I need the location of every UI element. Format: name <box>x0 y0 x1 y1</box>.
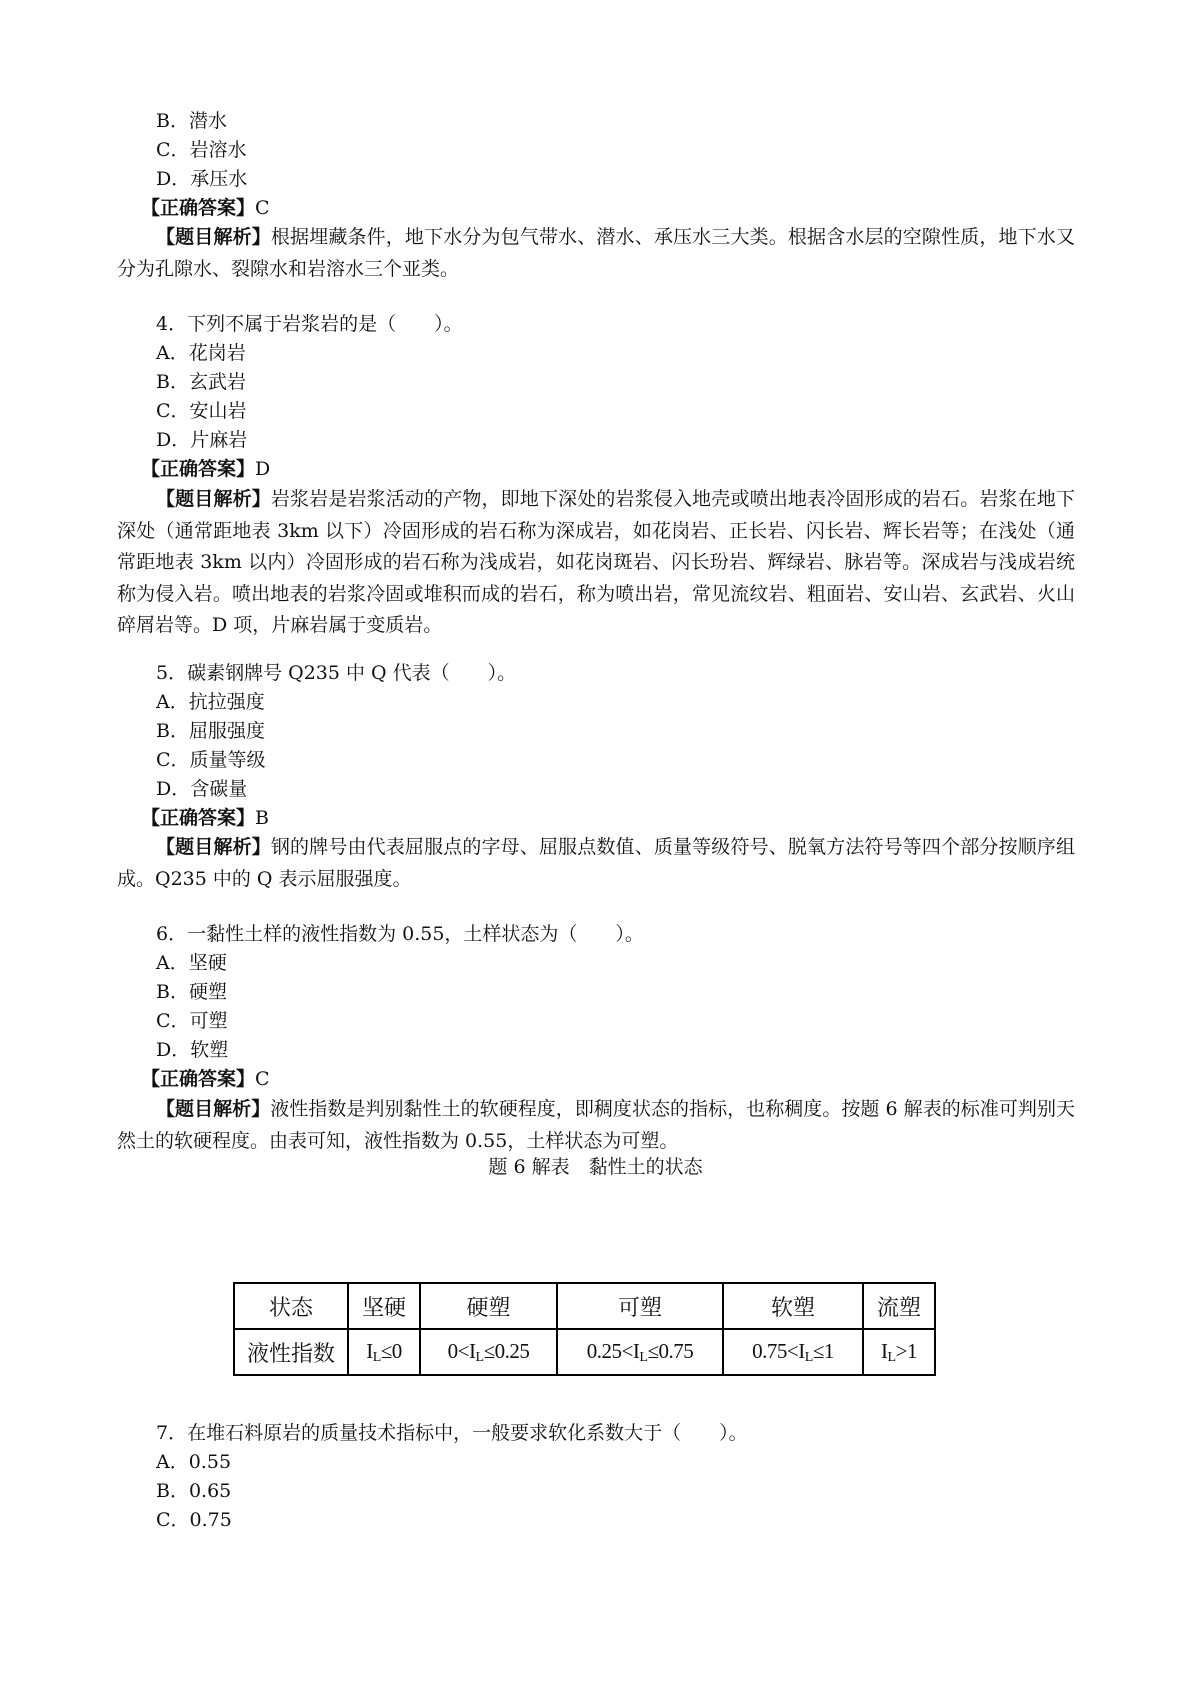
analysis-text: 根据埋藏条件，地下水分为包气带水、潜水、承压水三大类。根据含水层的空隙性质，地下水又分为孔隙水、裂隙水和岩溶水三个亚类。 <box>117 226 1075 280</box>
table-row-liquidity-index <box>234 1329 935 1375</box>
answer-value: D <box>255 458 271 480</box>
table-cell-state: 坚硬 <box>348 1283 420 1329</box>
answer-tag: 【正确答案】 <box>141 1068 256 1090</box>
table-cell-range: $0.25<I_L\le 0.75$ <box>557 1329 723 1375</box>
q6-option-d: D．软塑 <box>156 1039 229 1061</box>
table-cell-range: $0.75<I_L\le 1$ <box>723 1329 863 1375</box>
q4-analysis <box>117 484 1075 642</box>
table-cell-range: $0<I_L\le 0.25$ <box>420 1329 557 1375</box>
answer-tag: 【正确答案】 <box>141 807 256 829</box>
q4-answer <box>141 454 270 485</box>
q6-option-a: A．坚硬 <box>156 952 227 974</box>
q4-option-d: D．片麻岩 <box>156 429 248 451</box>
q5-option-c: C．质量等级 <box>156 749 266 771</box>
q5-analysis <box>117 832 1075 895</box>
table-header-liquidity-index: 液性指数 <box>234 1329 348 1375</box>
q7-option-b: B．0.65 <box>156 1480 232 1502</box>
table-cell-state: 硬塑 <box>420 1283 557 1329</box>
analysis-tag: 【题目解析】 <box>156 836 271 858</box>
liquidity-index-symbol: $I_L$ <box>798 1338 813 1365</box>
analysis-tag: 【题目解析】 <box>156 226 271 248</box>
q4-option-c: C．安山岩 <box>156 400 247 422</box>
table-cell-state: 可塑 <box>557 1283 723 1329</box>
q6-answer <box>141 1064 270 1095</box>
q3-option-b: B．潜水 <box>156 110 227 132</box>
q6-stem: 6．一黏性土样的液性指数为 0.55，土样状态为（ ）。 <box>156 923 644 945</box>
table-cell-range: $I_L>1$ <box>863 1329 935 1375</box>
q5-option-a: A．抗拉强度 <box>156 691 265 713</box>
q3-analysis <box>117 222 1075 285</box>
analysis-text: 钢的牌号由代表屈服点的字母、屈服点数值、质量等级符号、脱氧方法符号等四个部分按顺序组成。Q235 中的 Q 表示屈服强度。 <box>117 836 1075 890</box>
q6-option-c: C．可塑 <box>156 1010 228 1032</box>
table-caption: 题 6 解表 黏性土的状态 <box>488 1156 703 1178</box>
q5-option-b: B．屈服强度 <box>156 720 265 742</box>
q3-answer <box>141 193 270 224</box>
q4-option-a: A．花岗岩 <box>156 342 246 364</box>
soil-state-table <box>233 1282 936 1376</box>
analysis-tag: 【题目解析】 <box>156 1098 271 1120</box>
answer-value: C <box>255 197 270 219</box>
q5-stem: 5．碳素钢牌号 Q235 中 Q 代表（ ）。 <box>156 662 517 684</box>
liquidity-index-symbol: $I_L$ <box>881 1338 896 1365</box>
answer-tag: 【正确答案】 <box>141 458 256 480</box>
q3-option-c: C．岩溶水 <box>156 139 247 161</box>
liquidity-index-symbol: $I_L$ <box>632 1338 648 1365</box>
answer-value: B <box>255 807 269 829</box>
answer-value: C <box>255 1068 270 1090</box>
q5-answer <box>141 803 269 834</box>
q7-option-c: C．0.75 <box>156 1509 232 1531</box>
analysis-text: 岩浆岩是岩浆活动的产物，即地下深处的岩浆侵入地壳或喷出地表冷固形成的岩石。岩浆在地下深处（通常距地表 3km 以下）冷固形成的岩石称为深成岩，如花岗岩、正长岩、闪长岩、辉长岩等；在浅处（通常距地表 3km 以内）冷固形成的岩石称为浅成岩，如花岗斑岩、闪长玢岩、辉绿岩、脉岩等。深成岩与浅成岩统称为侵入岩。喷出地表的岩浆冷固或堆积而成的岩石，称为喷出岩，常见流纹岩、粗面岩、安山岩、玄武岩、火山碎屑岩等。D 项，片麻岩属于变质岩。 <box>117 488 1075 636</box>
q6-option-b: B．硬塑 <box>156 981 227 1003</box>
analysis-tag: 【题目解析】 <box>156 488 271 510</box>
table-header-state: 状态 <box>234 1283 348 1329</box>
analysis-text: 液性指数是判别黏性土的软硬程度，即稠度状态的指标，也称稠度。按题 6 解表的标准可判别天然土的软硬程度。由表可知，液性指数为 0.55，土样状态为可塑。 <box>117 1098 1075 1152</box>
q3-option-d: D．承压水 <box>156 168 248 190</box>
q5-option-d: D．含碳量 <box>156 778 248 800</box>
answer-tag: 【正确答案】 <box>141 197 256 219</box>
q7-stem: 7．在堆石料原岩的质量技术指标中，一般要求软化系数大于（ ）。 <box>156 1422 748 1444</box>
table-cell-range: $I_L\le 0$ <box>348 1329 420 1375</box>
table-cell-state: 流塑 <box>863 1283 935 1329</box>
q6-analysis <box>117 1094 1075 1157</box>
q4-stem: 4．下列不属于岩浆岩的是（ ）。 <box>156 313 463 335</box>
q7-option-a: A．0.55 <box>156 1451 232 1473</box>
liquidity-index-symbol: $I_L$ <box>469 1338 484 1365</box>
table-row-state <box>234 1283 935 1329</box>
table-cell-state: 软塑 <box>723 1283 863 1329</box>
q4-option-b: B．玄武岩 <box>156 371 246 393</box>
liquidity-index-symbol: $I_L$ <box>366 1338 381 1365</box>
